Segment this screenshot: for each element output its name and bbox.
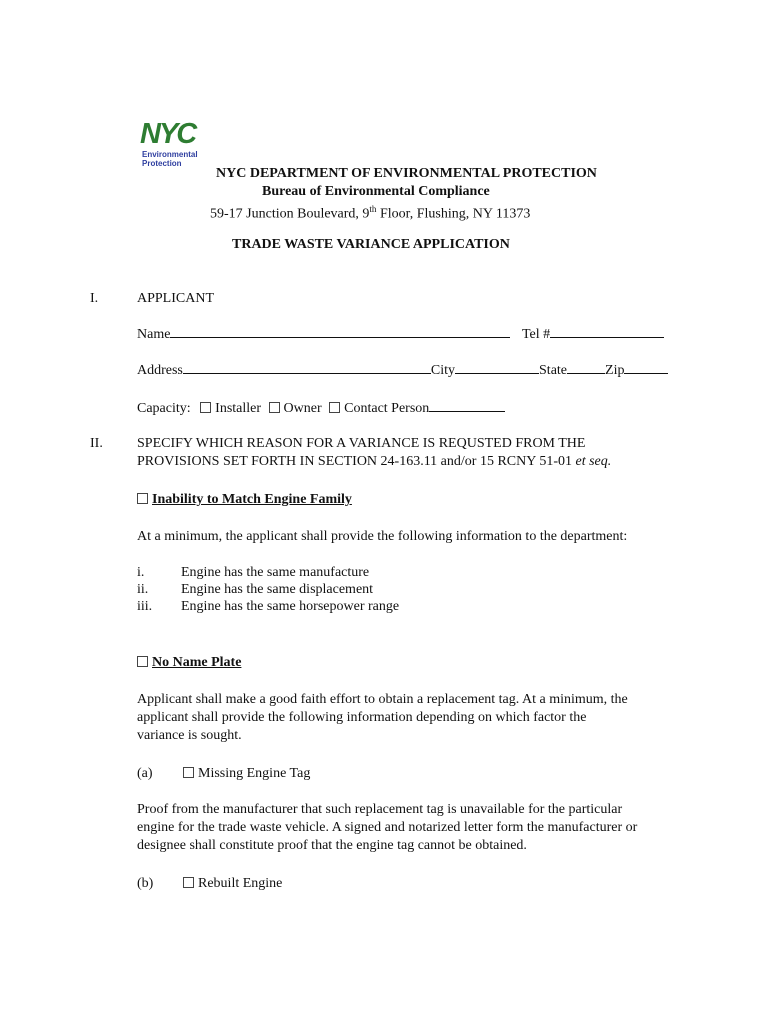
- list-item: Engine has the same horsepower range: [181, 599, 400, 614]
- name-field[interactable]: [170, 325, 510, 338]
- option-1-intro: At a minimum, the applicant shall provide the following information to the department:: [137, 529, 628, 544]
- checkbox-icon[interactable]: [183, 767, 194, 778]
- sub-b-label: (b): [137, 876, 154, 891]
- capacity-label: Capacity:: [137, 401, 191, 416]
- option-2-para-line: applicant shall provide the following information depending on which factor the: [137, 710, 587, 725]
- proof-line: Proof from the manufacturer that such replacement tag is unavailable for the particular: [137, 802, 623, 817]
- list-item-num: i.: [137, 565, 145, 580]
- option-no-name-plate[interactable]: No Name Plate: [137, 654, 241, 671]
- section-2-line-1: SPECIFY WHICH REASON FOR A VARIANCE IS REQUSTED FROM THE: [137, 436, 586, 451]
- option-engine-family[interactable]: Inability to Match Engine Family: [137, 491, 352, 508]
- capacity-contact-person[interactable]: Contact Person: [329, 401, 429, 416]
- name-label: Name: [137, 327, 171, 342]
- option-rebuilt-engine[interactable]: Rebuilt Engine: [183, 875, 282, 892]
- option-2-para-line: Applicant shall make a good faith effort to obtain a replacement tag. At a minimum, the: [137, 692, 628, 707]
- address-field[interactable]: [183, 361, 431, 374]
- option-missing-engine-tag[interactable]: Missing Engine Tag: [183, 765, 310, 782]
- contact-person-field[interactable]: [429, 399, 505, 412]
- logo-text: Environmental Protection: [142, 150, 198, 168]
- nyc-dep-logo: [140, 120, 220, 172]
- name-row: [137, 325, 664, 343]
- agency-name: NYC DEPARTMENT OF ENVIRONMENTAL PROTECTION: [216, 166, 597, 181]
- section-1-number: I.: [90, 291, 99, 306]
- list-item: Engine has the same displacement: [181, 582, 374, 597]
- list-item-num: iii.: [137, 599, 153, 614]
- capacity-owner[interactable]: Owner: [269, 401, 322, 416]
- tel-field[interactable]: [550, 325, 664, 338]
- checkbox-icon[interactable]: [137, 656, 148, 667]
- capacity-installer[interactable]: Installer: [200, 401, 261, 416]
- checkbox-icon[interactable]: [183, 877, 194, 888]
- section-1-title: APPLICANT: [137, 291, 215, 306]
- form-title: TRADE WASTE VARIANCE APPLICATION: [232, 237, 510, 252]
- checkbox-icon[interactable]: [269, 402, 280, 413]
- option-2-para-line: variance is sought.: [137, 728, 242, 743]
- list-item-num: ii.: [137, 582, 149, 597]
- logo-mark: NYC: [140, 118, 196, 150]
- tel-label: Tel #: [521, 327, 551, 342]
- sub-a-label: (a): [137, 766, 153, 781]
- zip-label: Zip: [605, 363, 625, 378]
- address-label: Address: [137, 363, 183, 378]
- state-label: State: [539, 363, 568, 378]
- proof-line: engine for the trade waste vehicle. A signed and notarized letter form the manufacturer or: [137, 820, 638, 835]
- bureau-name: Bureau of Environmental Compliance: [262, 184, 490, 199]
- checkbox-icon[interactable]: [137, 493, 148, 504]
- proof-line: designee shall constitute proof that the engine tag cannot be obtained.: [137, 838, 527, 853]
- address-row: [137, 361, 668, 379]
- city-label: City: [430, 363, 456, 378]
- zip-field[interactable]: [624, 361, 668, 374]
- capacity-row: [137, 399, 505, 417]
- city-field[interactable]: [455, 361, 539, 374]
- checkbox-icon[interactable]: [329, 402, 340, 413]
- state-field[interactable]: [567, 361, 605, 374]
- agency-address: 59-17 Junction Boulevard, 9th Floor, Flushing, NY 11373: [210, 204, 531, 222]
- checkbox-icon[interactable]: [200, 402, 211, 413]
- section-2-number: II.: [90, 436, 103, 451]
- section-2-line-2: PROVISIONS SET FORTH IN SECTION 24-163.11 and/or 15 RCNY 51-01 et seq.: [137, 454, 612, 469]
- list-item: Engine has the same manufacture: [181, 565, 370, 580]
